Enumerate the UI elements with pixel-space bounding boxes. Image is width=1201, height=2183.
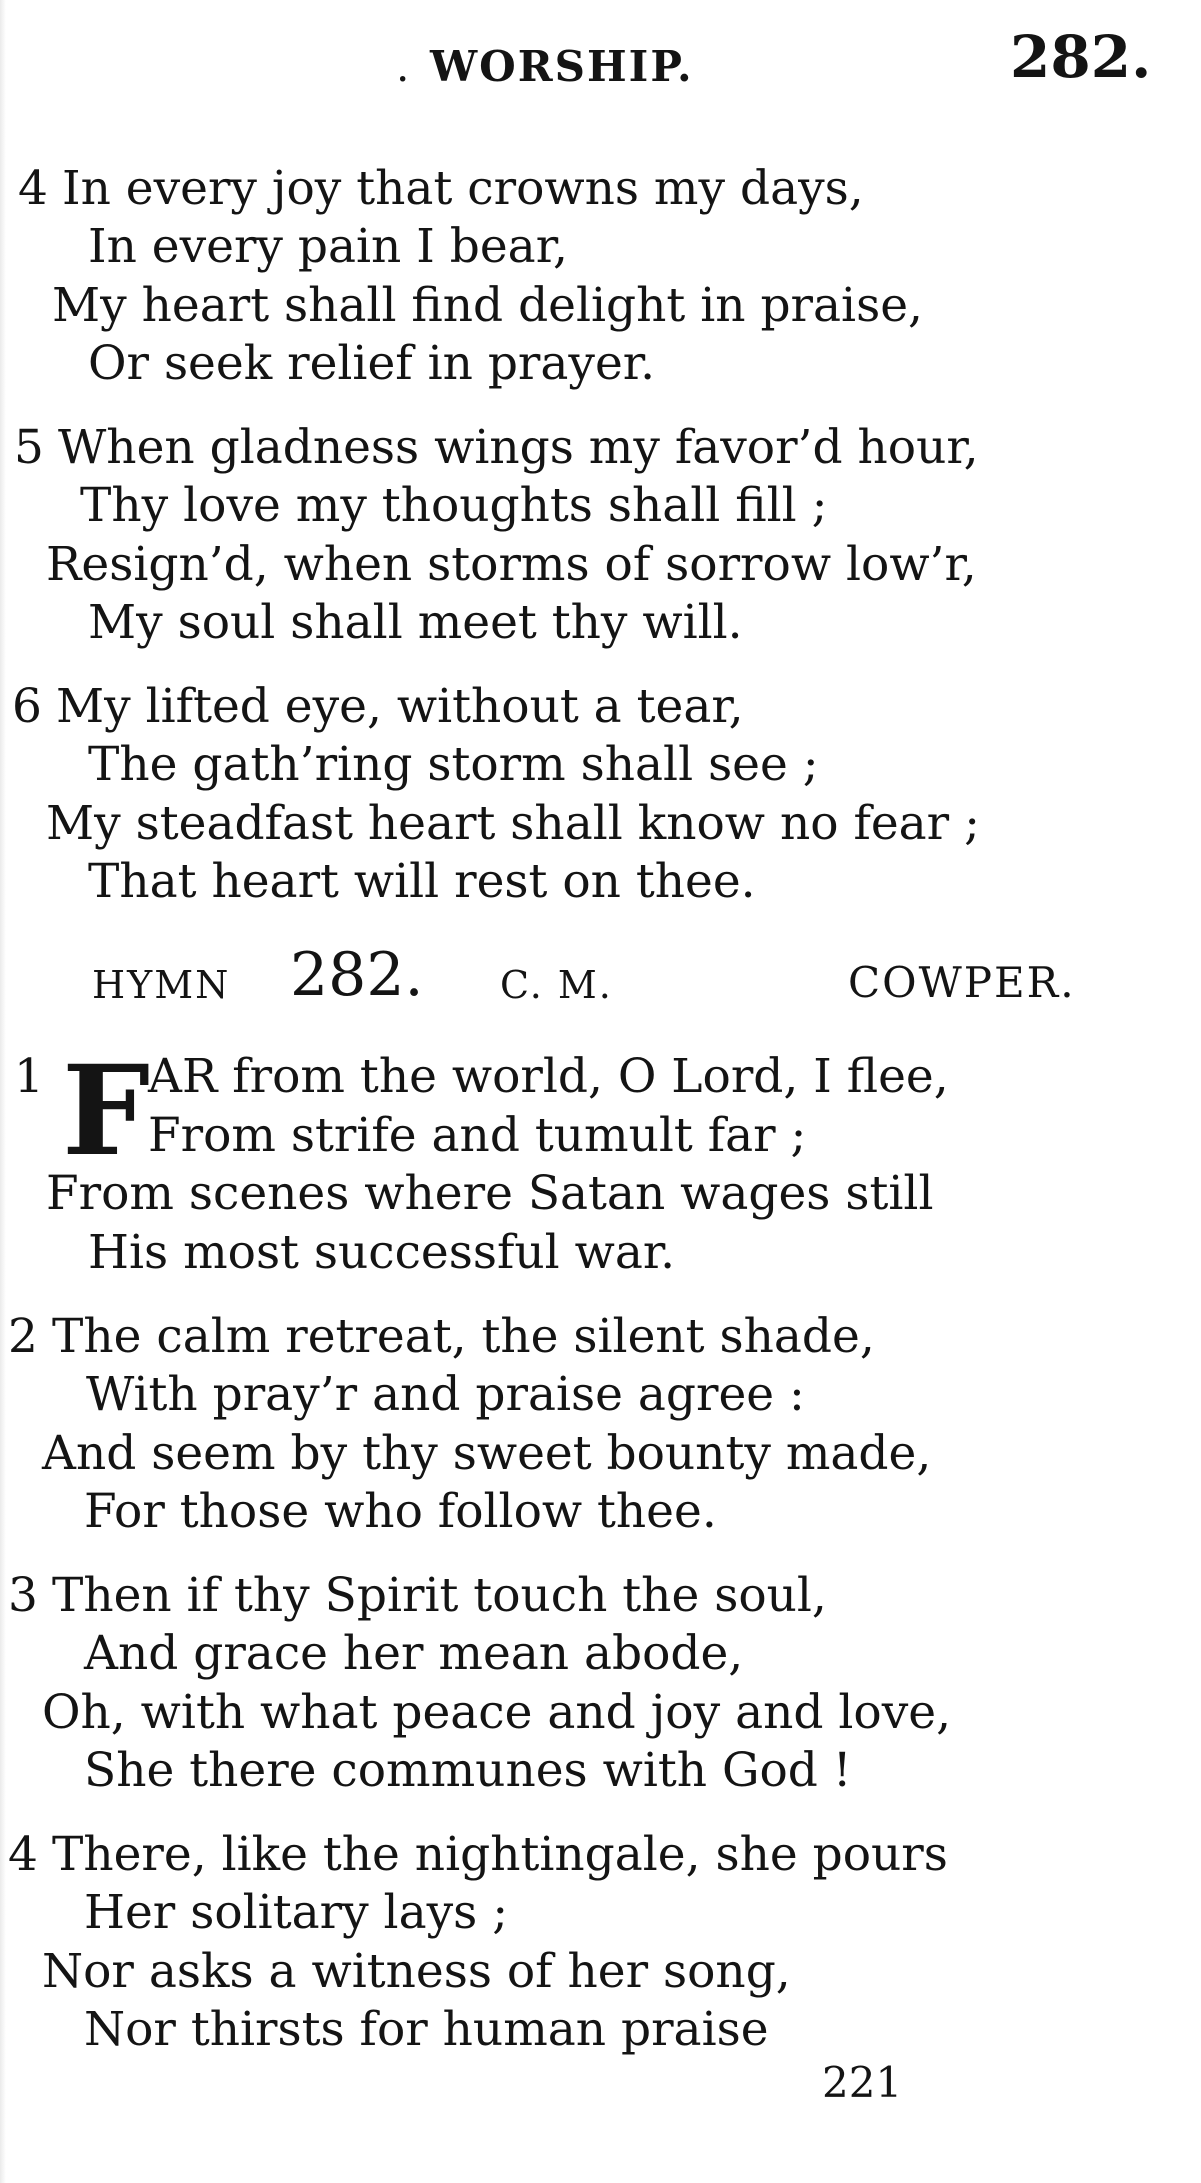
stanza-line: My steadfast heart shall know no fear ; (46, 796, 980, 851)
stanza-line (8, 1567, 827, 1625)
stanza-line: AR from the world, O Lord, I flee, (148, 1049, 949, 1104)
line-text: The calm retreat, the silent shade, (52, 1309, 875, 1364)
stanza-line (12, 678, 744, 736)
line-text: In every joy that crowns my days, (62, 161, 864, 216)
stanza-line (8, 1308, 875, 1366)
stanza-line: Nor asks a witness of her song, (42, 1944, 791, 1999)
running-head-dot: . (396, 42, 410, 91)
page-edge-shadow (0, 0, 6, 2183)
stanza-number: 4 (18, 161, 48, 216)
stanza-line: Thy love my thoughts shall fill ; (80, 478, 828, 533)
running-head-title: WORSHIP. (430, 42, 694, 91)
hymn-meter: C. M. (500, 963, 613, 1007)
stanza-line: That heart will rest on thee. (88, 854, 756, 909)
stanza-line: Resign’d, when storms of sorrow low’r, (46, 537, 977, 592)
hymn-label: HYMN (92, 963, 231, 1007)
stanza-number: 6 (12, 679, 42, 734)
drop-cap: F (62, 1039, 151, 1184)
stanza-line: With pray’r and praise agree : (86, 1367, 805, 1422)
stanza-line: And seem by thy sweet bounty made, (42, 1426, 932, 1481)
stanza-line (8, 1826, 948, 1884)
stanza-number: 4 (8, 1827, 38, 1882)
signature-mark: 221 (822, 2058, 903, 2107)
stanza-line: In every pain I bear, (88, 219, 568, 274)
line-text: My lifted eye, without a tear, (56, 679, 744, 734)
stanza-line: My soul shall meet thy will. (88, 595, 743, 650)
stanza-line: She there communes with God ! (84, 1743, 852, 1798)
stanza-line: Nor thirsts for human praise (84, 2002, 769, 2057)
hymn-author: COWPER. (848, 958, 1076, 1007)
line-text: When gladness wings my favor’d hour, (58, 420, 979, 475)
stanza-line: The gath’ring storm shall see ; (88, 737, 819, 792)
line-text: There, like the nightingale, she pours (52, 1827, 948, 1882)
stanza-number: 5 (14, 420, 44, 475)
stanza-line: Oh, with what peace and joy and love, (42, 1685, 952, 1740)
stanza-number: 3 (8, 1568, 38, 1623)
running-head-number: 282. (1010, 23, 1152, 91)
stanza-line: For those who follow thee. (84, 1484, 717, 1539)
line-text: Then if thy Spirit touch the soul, (52, 1568, 827, 1623)
stanza-number: 1 (14, 1049, 44, 1104)
stanza-line: From scenes where Satan wages still (46, 1166, 934, 1221)
stanza-line: My heart shall find delight in praise, (52, 278, 923, 333)
stanza-line (18, 160, 864, 218)
stanza-line: His most successful war. (88, 1225, 676, 1280)
stanza-number: 2 (8, 1309, 38, 1364)
stanza-line: And grace her mean abode, (84, 1626, 744, 1681)
stanza-line: From strife and tumult far ; (148, 1108, 807, 1163)
stanza-line: Her solitary lays ; (84, 1885, 509, 1940)
hymn-heading (92, 940, 1092, 1020)
stanza-line: Or seek relief in prayer. (88, 336, 656, 391)
stanza-line (14, 419, 979, 477)
hymn-number: 282. (290, 940, 424, 1010)
